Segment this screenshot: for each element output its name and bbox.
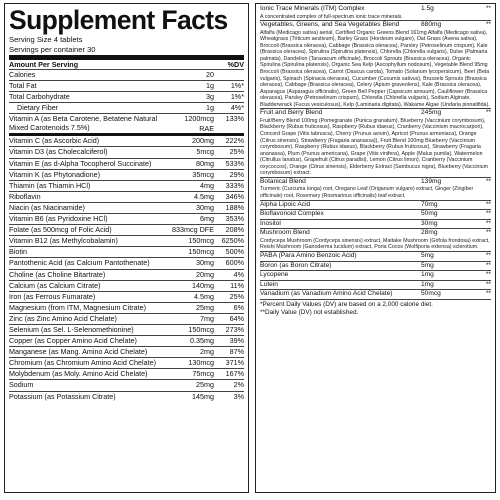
supplement-facts-panel [4, 3, 249, 493]
nutrient-row [9, 391, 244, 402]
nutrient-row [9, 379, 244, 390]
blend-row [260, 5, 491, 14]
blend-row [260, 261, 491, 271]
nutrient-row [9, 180, 244, 191]
nutrient-dv: 3% [233, 391, 244, 401]
nutrient-amount: 3g [206, 92, 214, 102]
nutrient-name: Dietary Fiber [17, 103, 59, 113]
blend-name: Ionic Trace Minerals (ITM) Complex [260, 5, 365, 12]
nutrient-amount: 25mg [196, 302, 214, 312]
nutrient-name: Zinc (as Zinc Amino Acid Chelate) [9, 313, 117, 323]
blend-amount: 5mg [421, 261, 434, 269]
nutrient-row [9, 69, 244, 80]
nutrient-name: Vitamin B12 (as Methylcobalamin) [9, 236, 118, 246]
blend-amount: 70mg [421, 200, 438, 208]
nutrient-row [9, 91, 244, 102]
blend-name: Mushroom Blend [260, 229, 310, 237]
nutrient-amount: 150mcg [188, 324, 214, 334]
blend-row [260, 20, 491, 30]
blend-list [260, 5, 491, 299]
blend-amount: 30mg [421, 219, 438, 227]
blend-row [260, 177, 491, 187]
nutrient-name: Selenium (as Sel. L-Selenomethionine) [9, 324, 134, 334]
nutrient-row [9, 313, 244, 324]
nutrient-row [9, 113, 244, 133]
nutrient-name: Riboflavin [9, 191, 41, 201]
blend-amount: 880mg [421, 21, 442, 29]
nutrient-row [9, 324, 244, 335]
nutrient-amount: 833mcg DFE [172, 225, 214, 235]
nutrient-name: Niacin (as Niacinamide) [9, 202, 85, 212]
nutrient-row [9, 169, 244, 180]
blend-dv: ** [485, 109, 491, 117]
nutrient-name: Total Carbohydrate [9, 92, 70, 102]
nutrient-row [9, 146, 244, 157]
nutrient-row [9, 269, 244, 280]
nutrient-name: Vitamin E (as d-Alpha Tocopherol Succinate) [9, 158, 152, 168]
nutrient-name: Vitamin A (as Beta Carotene, Betatene Natural Mixed Carotenoids 7.5%) [9, 114, 158, 133]
nutrient-row [9, 291, 244, 302]
blend-amount: 50mcg [421, 290, 441, 298]
nutrient-dv: 6% [233, 302, 244, 312]
nutrient-dv: 222% [225, 136, 244, 146]
nutrient-row [9, 246, 244, 257]
nutrient-row [9, 368, 244, 379]
nutrient-dv: 188% [225, 202, 244, 212]
nutrient-amount: 150mcg [188, 247, 214, 257]
nutrient-row [9, 235, 244, 246]
nutrient-row [9, 224, 244, 235]
nutrient-row [9, 102, 244, 113]
footnote-not-established: **Daily Value (DV) not established. [260, 309, 359, 317]
blend-dv: ** [485, 261, 491, 269]
blend-name: Lycopene [260, 271, 289, 279]
blend-amount: 28mg [421, 229, 438, 237]
blend-amount: 139mg [421, 177, 442, 185]
footnote-dv: *Percent Daily Values (DV) are based on a 2,000 calorie diet. [260, 300, 433, 308]
blend-name: Fruit and Berry Blend [260, 109, 323, 117]
blend-name: Inositol [260, 219, 281, 227]
nutrient-dv: 346% [225, 191, 244, 201]
blend-name: Boron (as Boron Citrate) [260, 261, 332, 269]
nutrient-name: Vitamin B6 (as Pyridoxine HCl) [9, 214, 108, 224]
nutrient-dv: 371% [225, 358, 244, 368]
nutrient-amount: 145mg [192, 391, 214, 401]
blend-name: Vegetables, Greens, and Sea Vegetables Blend [260, 21, 400, 29]
nutrient-name: Manganese (as Mang. Amino Acid Chelate) [9, 347, 148, 357]
nutrient-dv: 11% [230, 280, 244, 290]
nutrient-dv: 2% [233, 380, 244, 390]
nutrient-amount: 30mg [196, 202, 214, 212]
blend-description: A concentrated complex of full-spectrum ionic trace minerals. [260, 13, 403, 20]
nutrient-row [9, 202, 244, 213]
nutrient-name: Folate (as 500mcg of Folic Acid) [9, 225, 112, 235]
nutrient-row [9, 80, 244, 91]
nutrient-row [9, 257, 244, 268]
nutrient-name: Vitamin K (as Phytonadione) [9, 169, 100, 179]
blend-amount: 5mg [421, 251, 434, 259]
nutrient-dv: 64% [229, 313, 244, 323]
nutrient-name: Calories [9, 70, 36, 79]
nutrient-name: Pantothenic Acid (as Calcium Pantothenate) [9, 258, 150, 268]
nutrient-amount: 6mg [200, 214, 214, 224]
amount-per-serving-label: Amount Per Serving [9, 60, 79, 69]
nutrient-dv [214, 70, 244, 80]
nutrient-amount: 140mg [192, 280, 214, 290]
nutrient-amount: 1200mcg RAE [184, 114, 214, 133]
nutrient-amount: 1g [206, 103, 214, 113]
blend-dv: ** [485, 177, 491, 185]
nutrient-dv: 208% [225, 225, 244, 235]
blend-name: Alpha Lipoic Acid [260, 200, 311, 208]
nutrient-dv: 133% [225, 114, 244, 124]
nutrient-name: Sodium [9, 380, 34, 390]
nutrient-dv: 87% [229, 347, 244, 357]
blend-dv: ** [485, 280, 491, 288]
nutrient-dv: 533% [225, 158, 244, 168]
supplement-facts-continued-panel [255, 3, 496, 493]
nutrient-amount: 80mg [196, 158, 214, 168]
nutrient-amount: 25mg [196, 380, 214, 390]
blend-dv: ** [485, 200, 491, 208]
nutrient-row [9, 191, 244, 202]
nutrient-row [9, 357, 244, 368]
blend-name: Vanadium (as Vanadium Amino Acid Chelate) [260, 290, 393, 298]
blend-dv: ** [485, 290, 491, 298]
nutrient-name: Thiamin (as Thiamin HCl) [9, 180, 91, 190]
blend-row [260, 219, 491, 229]
nutrient-name: Vitamin C (as Ascorbic Acid) [9, 136, 100, 146]
nutrient-dv: 167% [225, 369, 244, 379]
nutrient-name: Magnesium (from ITM, Magnesium Citrate) [9, 302, 146, 312]
dv-header-label: %DV [227, 60, 244, 69]
blend-name: Botanical Blend [260, 177, 306, 185]
blend-dv: ** [485, 5, 491, 12]
nutrient-amount: 200mg [192, 136, 214, 146]
blend-description: Cordyceps Mushroom (Cordyceps sinensis) extract, Maitake Mushroom (Grifola frondosa) extract, Reishi Mushroom (Ganoderma lucidum) extract, Poria Cocos (Wolfiporia extensa) sclerotium. [260, 237, 490, 251]
nutrient-amount: 4.5mg [194, 291, 214, 301]
nutrient-dv: 500% [225, 247, 244, 257]
nutrient-dv: 1%* [230, 92, 244, 102]
nutrient-amount: 20 [206, 70, 214, 79]
nutrient-name: Iron (as Ferrous Fumarate) [9, 291, 96, 301]
blend-row [260, 108, 491, 118]
nutrient-amount: 35mcg [192, 169, 214, 179]
nutrient-amount: 130mcg [188, 358, 214, 368]
nutrient-dv: 4%* [230, 103, 244, 113]
nutrient-dv: 25% [229, 147, 244, 157]
blend-description: Alfalfa (Medicago sativa) aerial, Certified Organic Greens Blend 161mg Alfalfa (Medicago sativa), Wheatgrass (Triticum aestivum), Barley Grass (Hordeum vulgare), Oat Grass (Avena sativa), Broccoli (Brassica oleracea), Cabbage (Brassica oleracea), Parsley (Petroselinum crispum), Kale (Brassica oleracea), Spirulina (Spirulina platensis), Chlorella (Chlorella vulgaris), Dulse (Palmaria palmata), Dandelion (Taraxacum officinale), Broccoli Sprouts (Brassica oleracea), Organic Spirulina (Spirulina platensis), Organic Sea Kelp (Ascophyllum nodosum), Vegetable Blend 95mg Broccoli (Brassica oleracea), Carrot (Daucus carota), Tomato (Solanum lycopersicum), Beet (Beta vulgaris), Spinach (Spinacia oleracea), Cucumber (Cucumis sativus), Brussels Sprouts (Brassica oleracea), Cabbage (Brassica oleracea), Celery (Apium graveolens), Kale (Brassica oleracea), Asparagus (Asparagus officinalis), Green Bell Pepper (Capsicum annuum), Cauliflower (Brassica oleracea), Parsley (Petroselinum crispum), Chlorella (Chlorella vulgaris), Sodium Alginate, Bladderwrack (Fucus vesiculosus), Kelp (Laminaria digitata), Wakame Algae (Undaria pinnatifida). [260, 29, 490, 108]
nutrient-amount: 150mcg [188, 236, 214, 246]
nutrient-amount: 20mg [196, 269, 214, 279]
blend-row [260, 270, 491, 280]
blend-dv: ** [485, 219, 491, 227]
blend-dv: ** [485, 210, 491, 218]
nutrient-name: Vitamin D3 (as Cholecalciferol) [9, 147, 108, 157]
servings-per-container: Servings per container 30 [9, 44, 96, 54]
nutrient-dv: 4% [233, 269, 244, 279]
nutrient-row [9, 335, 244, 346]
nutrient-amount: 4.5mg [194, 191, 214, 201]
nutrient-row [9, 346, 244, 357]
blend-row [260, 251, 491, 261]
blend-name: Bioflavonoid Complex [260, 210, 324, 218]
blend-dv: ** [485, 229, 491, 237]
nutrient-row [9, 133, 244, 146]
nutrient-dv: 333% [225, 180, 244, 190]
panel-title: Supplement Facts [9, 5, 228, 35]
blend-row [260, 200, 491, 210]
amount-header [9, 60, 244, 69]
blend-amount: 1mg [421, 280, 434, 288]
nutrient-name: Choline (as Choline Bitartrate) [9, 269, 106, 279]
nutrient-name: Potassium (as Potassium Citrate) [9, 391, 116, 401]
blend-amount: 1.5g [421, 5, 434, 12]
nutrient-name: Molybdenum (as Moly. Amino Acid Chelate) [9, 369, 148, 379]
blend-dv: ** [485, 21, 491, 29]
blend-row [260, 228, 491, 238]
nutrient-name: Chromium (as Chromium Amino Acid Chelate) [9, 358, 156, 368]
nutrient-dv: 39% [229, 336, 244, 346]
nutrient-amount: 30mg [196, 258, 214, 268]
blend-description: Fruit/Berry Blend 100mg (Pomegranate (Punica granatum), Blueberry (Vaccinium corymbosum), Blackberry (Rubus fruticosus), Raspberry (Rubus idaeus), Cranberry (Vaccinium macrocarpon), Concord Grape (Vitis labrusca), Cherry (Prunus avium), Apricot (Prunus armeniaca), Orange (Citrus sinensis), Strawberry (Fragaria ananassa)), Fruit Blend 100mg Blueberry (Vaccinium corymbosum), Raspberry (Rubus idaeus), Blackberry (Rubus fruticosus), Strawberry (Fragaria ananassa), Plum (Prunus americana), Grape (Vitis vinifera), Apple (Malus pumila), Watermelon (Citrullus lanatus), Grapefruit (Citrus paradisi), Lemon (Citrus limon), Cranberry (Vaccinium oxycoccos), Orange (Citrus sinensis), Elderberry Extract (Sambucus nigra), Blueberry (Vaccinium corymbosum) extract. [260, 117, 489, 177]
blend-row [260, 289, 491, 299]
nutrient-name: Biotin [9, 247, 27, 257]
nutrient-dv: 25% [229, 291, 244, 301]
nutrient-amount: 4mg [200, 180, 214, 190]
blend-dv: ** [485, 251, 491, 259]
nutrient-list [9, 69, 244, 402]
nutrient-dv: 1%* [230, 81, 244, 91]
blend-amount: 50mg [421, 210, 438, 218]
blend-description: Turmeric (Curcuma longa) root, Oregano Leaf (Origanum vulgare) extract, Ginger (Zingiber officinale) root, Rosemary (Rosmarinus officinalis) leaf extract. [260, 186, 474, 199]
nutrient-amount: 75mcg [192, 369, 214, 379]
blend-amount: 1mg [421, 271, 434, 279]
nutrient-row [9, 158, 244, 169]
nutrient-amount: 1g [206, 81, 214, 91]
blend-dv: ** [485, 271, 491, 279]
blend-name: Lutein [260, 280, 278, 288]
nutrient-row [9, 302, 244, 313]
nutrient-amount: 2mg [200, 347, 214, 357]
blend-amount: 245mg [421, 109, 442, 117]
blend-row [260, 280, 491, 290]
nutrient-amount: 0.35mg [190, 336, 214, 346]
nutrient-dv: 353% [225, 214, 244, 224]
blend-row [260, 209, 491, 219]
footnotes [260, 299, 491, 318]
nutrient-dv: 6250% [221, 236, 244, 246]
nutrient-name: Calcium (as Calcium Citrate) [9, 280, 101, 290]
nutrient-dv: 29% [229, 169, 244, 179]
nutrient-row [9, 280, 244, 291]
nutrient-dv: 273% [225, 324, 244, 334]
blend-name: PABA (Para Amino Benzoic Acid) [260, 251, 357, 259]
nutrient-amount: 7mg [200, 313, 214, 323]
serving-size: Serving Size 4 tablets [9, 35, 83, 44]
nutrient-name: Copper (as Copper Amino Acid Chelate) [9, 336, 137, 346]
nutrient-row [9, 213, 244, 224]
nutrient-name: Total Fat [9, 81, 37, 91]
nutrient-dv: 600% [225, 258, 244, 268]
nutrient-amount: 5mcg [196, 147, 214, 157]
